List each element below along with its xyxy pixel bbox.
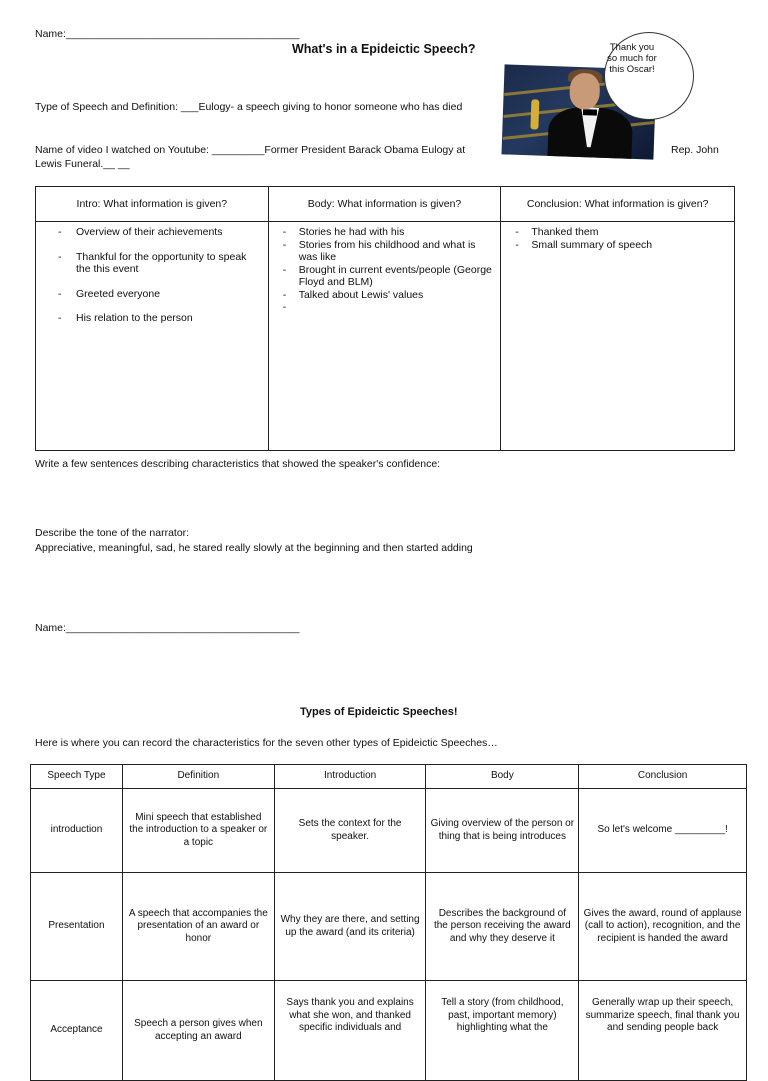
speech-type-line: Type of Speech and Definition: ___Eulogy- a speech giving to honor someone who has died [35,101,463,113]
list-item: - Stories from his childhood and what is was like [279,239,493,264]
speech-bubble-text: Thank you so much for this Oscar! [607,42,657,75]
table-row [31,873,747,981]
header-definition: Definition [122,765,274,789]
tone-answer: Appreciative, meaningful, sad, he stared really slowly at the beginning and then started adding [35,542,473,554]
list-item: - Thanked them [511,226,726,239]
header-body: Body: What information is given? [268,187,501,222]
conclusion-list [511,226,726,251]
list-item: - Overview of their achievements [46,226,260,239]
tone-prompt: Describe the tone of the narrator: [35,527,190,539]
list-item: - Stories he had with his [279,226,493,239]
list-item: - His relation to the person [46,312,260,325]
conclusion-cell [501,222,735,451]
name-field-label: Name:________________________________________ [35,28,300,40]
header-speech-type: Speech Type [31,765,123,789]
video-line-second: Lewis Funeral.__ __ [35,158,130,170]
list-item: - Talked about Lewis' values [279,289,493,302]
table-cell: A speech that accompanies the presentation of an award or honor [122,873,274,981]
table-cell: Describes the background of the person receiving the award and why they deserve it [426,873,579,981]
section-title: Types of Epideictic Speeches! [300,706,458,718]
table-row [31,789,747,873]
table-cell: Speech a person gives when accepting an award [122,981,274,1081]
list-item: - Greeted everyone [46,288,260,301]
table-cell: Generally wrap up their speech, summarize speech, final thank you and sending people back [579,981,747,1081]
list-item: - Thankful for the opportunity to speak the this event [46,251,260,276]
table-cell: Presentation [31,873,123,981]
intro-cell [36,222,269,451]
header-intro: Intro: What information is given? [36,187,269,222]
header-conclusion: Conclusion [579,765,747,789]
table-cell: Why they are there, and setting up the award (and its criteria) [274,873,426,981]
header-body: Body [426,765,579,789]
speech-types-table [30,764,747,1081]
table-cell: introduction [31,789,123,873]
confidence-prompt: Write a few sentences describing characteristics that showed the speaker's confidence: [35,458,441,470]
table-cell: Acceptance [31,981,123,1081]
table-cell: Gives the award, round of applause (call to action), recognition, and the recipient is handed the award [579,873,747,981]
list-item: - Brought in current events/people (George Floyd and BLM) [279,264,493,289]
intro-list [46,226,260,325]
table-cell: Giving overview of the person or thing that is being introduces [426,789,579,873]
speech-analysis-table [35,186,735,451]
table-cell: So let's welcome _________! [579,789,747,873]
body-list [279,226,493,301]
page-title: What's in a Epideictic Speech? [292,42,476,56]
body-cell [268,222,501,451]
table-cell: Mini speech that established the introduction to a speaker or a topic [122,789,274,873]
video-line: Name of video I watched on Youtube: _________Former President Barack Obama Eulogy at [35,144,466,156]
table-cell: Sets the context for the speaker. [274,789,426,873]
table-cell: Says thank you and explains what she won, and thanked specific individuals and [274,981,426,1081]
section-intro: Here is where you can record the characteristics for the seven other types of Epideictic Speeches… [35,737,498,749]
table-cell: Tell a story (from childhood, past, important memory) highlighting what the [426,981,579,1081]
table-row [31,981,747,1081]
list-item: - Small summary of speech [511,239,726,252]
header-introduction: Introduction [274,765,426,789]
video-line-continued: Rep. John [671,144,719,156]
header-conclusion: Conclusion: What information is given? [501,187,735,222]
name-field-label-2: Name:________________________________________ [35,622,300,634]
